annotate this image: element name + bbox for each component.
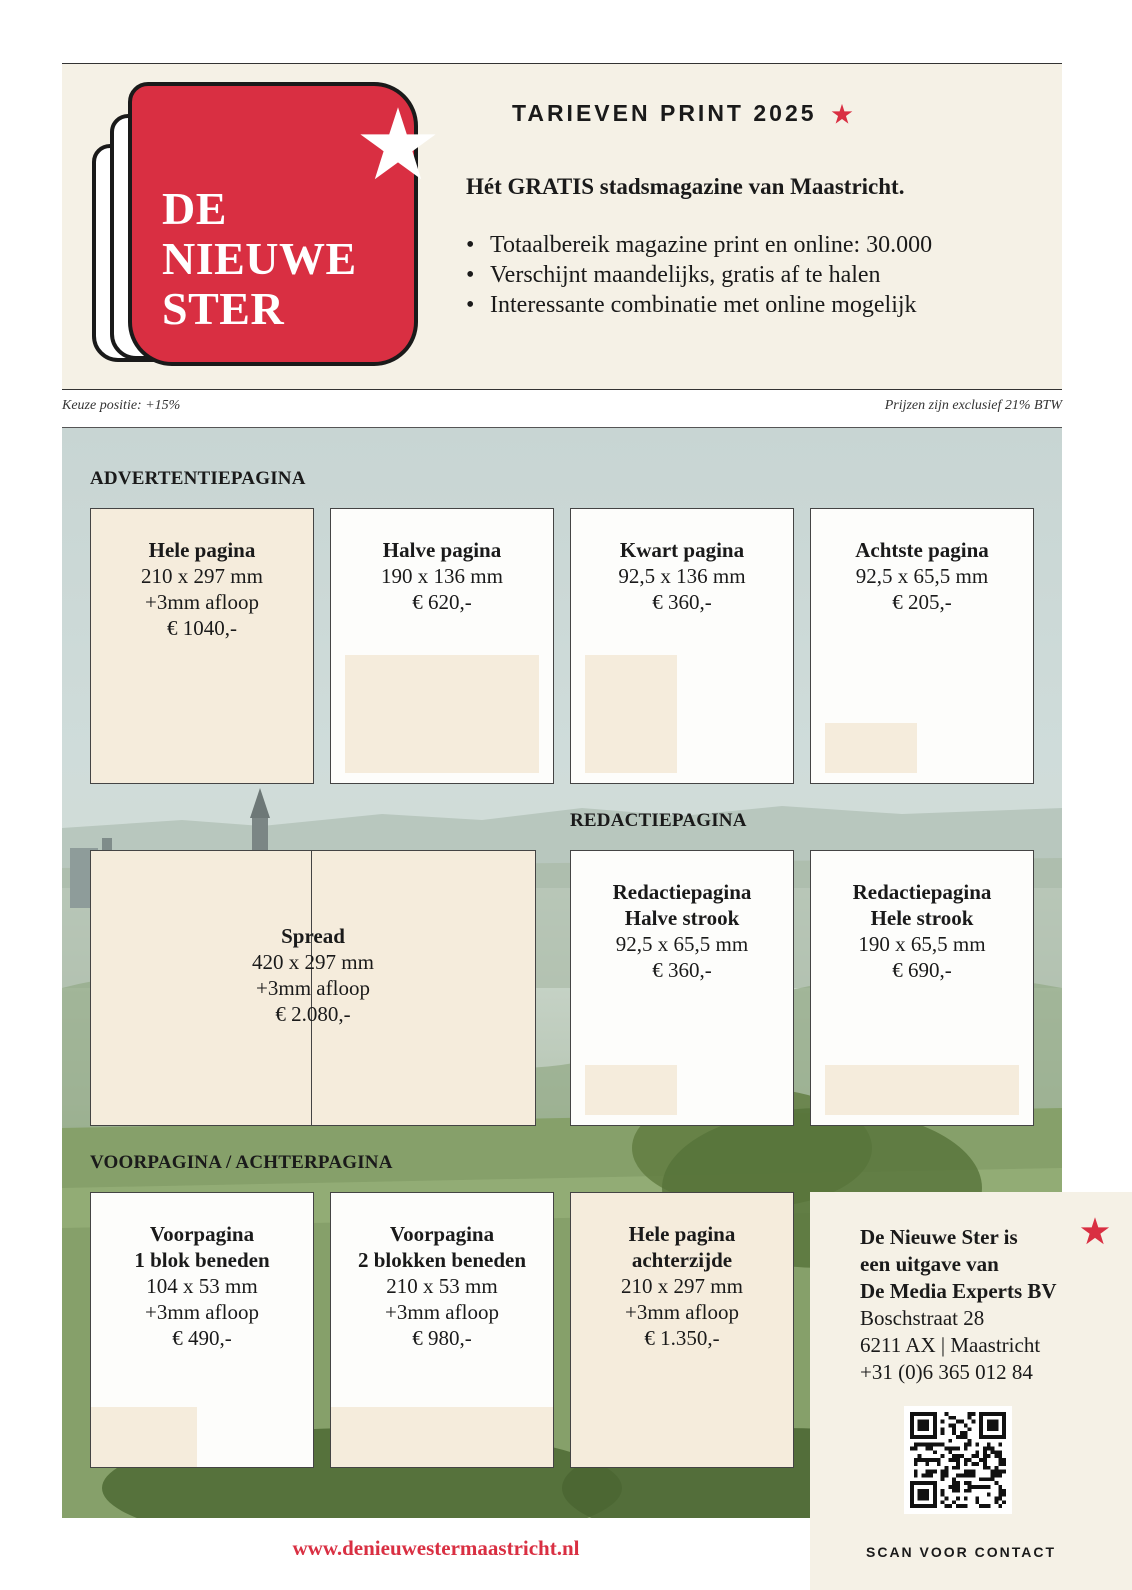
ad-size: 210 x 53 mm [386, 1274, 498, 1298]
publisher-line-1: De Nieuwe Ster is [860, 1225, 1018, 1249]
ad-card-spread[interactable] [90, 850, 536, 1126]
ad-card-redactie-half-strip[interactable] [570, 850, 794, 1126]
ad-card-front-2-blocks[interactable] [330, 1192, 554, 1468]
brand-logo [86, 80, 422, 370]
section-title-advert: ADVERTENTIEPAGINA [90, 468, 306, 489]
section-title-redactie: REDACTIEPAGINA [570, 810, 747, 831]
ad-price: € 2.080,- [275, 1002, 351, 1026]
ad-size: 420 x 297 mm [252, 950, 374, 974]
ad-card-half-page[interactable] [330, 508, 554, 784]
ad-size: 92,5 x 65,5 mm [855, 564, 989, 588]
header-panel [62, 63, 1062, 390]
city-address: 6211 AX | Maastricht [860, 1333, 1041, 1357]
ad-area-preview [825, 723, 917, 773]
ad-bleed: +3mm afloop [256, 976, 370, 1000]
qr-code-graphic [910, 1412, 1006, 1508]
tagline: Hét GRATIS stadsmagazine van Maastricht. [466, 174, 905, 199]
ad-card-quarter-page[interactable] [570, 508, 794, 784]
ad-price: € 690,- [892, 958, 952, 982]
ad-title: Hele pagina [148, 538, 256, 562]
feature-item: • Verschijnt maandelijks, gratis af te halen [466, 260, 932, 290]
ad-price: € 205,- [892, 590, 952, 614]
ad-title: Kwart pagina [619, 538, 745, 562]
ad-bleed: +3mm afloop [145, 590, 259, 614]
brand-line-2: NIEUWE [162, 233, 357, 284]
ad-area-preview [585, 655, 677, 773]
ad-size: 190 x 136 mm [381, 564, 503, 588]
phone-number[interactable]: +31 (0)6 365 012 84 [860, 1360, 1033, 1384]
scan-label: SCAN VOOR CONTACT [866, 1544, 1057, 1560]
ad-area-preview [91, 1407, 197, 1467]
street-address: Boschstraat 28 [860, 1306, 985, 1330]
brand-line-3: STER [162, 283, 285, 334]
page-title: TARIEVEN PRINT 2025 [512, 100, 817, 126]
website-link[interactable]: www.denieuwestermaastricht.nl [292, 1536, 580, 1560]
ad-price: € 360,- [652, 590, 712, 614]
ad-title: Redactiepagina [852, 880, 992, 904]
ad-title: Hele pagina [628, 1222, 736, 1246]
ad-size: 210 x 297 mm [141, 564, 263, 588]
ad-subtitle: achterzijde [631, 1248, 733, 1272]
publisher-info [860, 1224, 1057, 1386]
brand-line-1: DE [162, 183, 227, 234]
ad-size: 190 x 65,5 mm [858, 932, 986, 956]
ad-price: € 360,- [652, 958, 712, 982]
brand-name [162, 184, 357, 334]
ad-area-preview [345, 655, 539, 773]
page-title-row [512, 100, 853, 127]
ad-size: 92,5 x 65,5 mm [615, 932, 749, 956]
logo-cover [128, 82, 418, 366]
ad-bleed: +3mm afloop [625, 1300, 739, 1324]
star-icon [831, 103, 853, 125]
section-title-voorpagina: VOORPAGINA / ACHTERPAGINA [90, 1152, 393, 1173]
publisher-name: De Media Experts BV [860, 1279, 1057, 1303]
ad-size: 210 x 297 mm [621, 1274, 743, 1298]
ad-card-back-page[interactable] [570, 1192, 794, 1468]
ad-price: € 620,- [412, 590, 472, 614]
ad-area-preview [585, 1065, 677, 1115]
ad-size: 92,5 x 136 mm [618, 564, 746, 588]
ad-size: 104 x 53 mm [146, 1274, 258, 1298]
ad-bleed: +3mm afloop [385, 1300, 499, 1324]
feature-list [466, 230, 932, 320]
ad-subtitle: Hele strook [870, 906, 974, 930]
ad-subtitle: 1 blok beneden [134, 1248, 270, 1272]
ad-area-preview [331, 1407, 553, 1467]
ad-title: Voorpagina [149, 1222, 255, 1246]
ad-price: € 1.350,- [644, 1326, 720, 1350]
ad-title: Redactiepagina [612, 880, 752, 904]
vat-note: Prijzen zijn exclusief 21% BTW [884, 398, 1062, 413]
ad-card-redactie-full-strip[interactable] [810, 850, 1034, 1126]
ad-subtitle: Halve strook [624, 906, 740, 930]
ad-price: € 980,- [412, 1326, 472, 1350]
ad-card-eighth-page[interactable] [810, 508, 1034, 784]
ad-subtitle: 2 blokken beneden [357, 1248, 527, 1272]
qr-code-icon[interactable] [904, 1406, 1012, 1514]
ad-bleed: +3mm afloop [145, 1300, 259, 1324]
ad-title: Achtste pagina [855, 538, 989, 562]
ad-title: Spread [281, 924, 345, 948]
ad-title: Voorpagina [389, 1222, 495, 1246]
star-icon [358, 104, 438, 184]
contact-panel [810, 1192, 1132, 1590]
position-note: Keuze positie: +15% [62, 398, 181, 413]
ad-price: € 1040,- [167, 616, 237, 640]
feature-item: • Interessante combinatie met online mogelijk [466, 290, 932, 320]
ad-price: € 490,- [172, 1326, 232, 1350]
ad-card-full-page[interactable] [90, 508, 314, 784]
ad-title: Halve pagina [382, 538, 502, 562]
ad-card-front-1-block[interactable] [90, 1192, 314, 1468]
publisher-line-2: een uitgave van [860, 1252, 999, 1276]
feature-item: • Totaalbereik magazine print en online: 30.000 [466, 230, 932, 260]
ad-area-preview [825, 1065, 1019, 1115]
star-icon [1080, 1216, 1110, 1246]
